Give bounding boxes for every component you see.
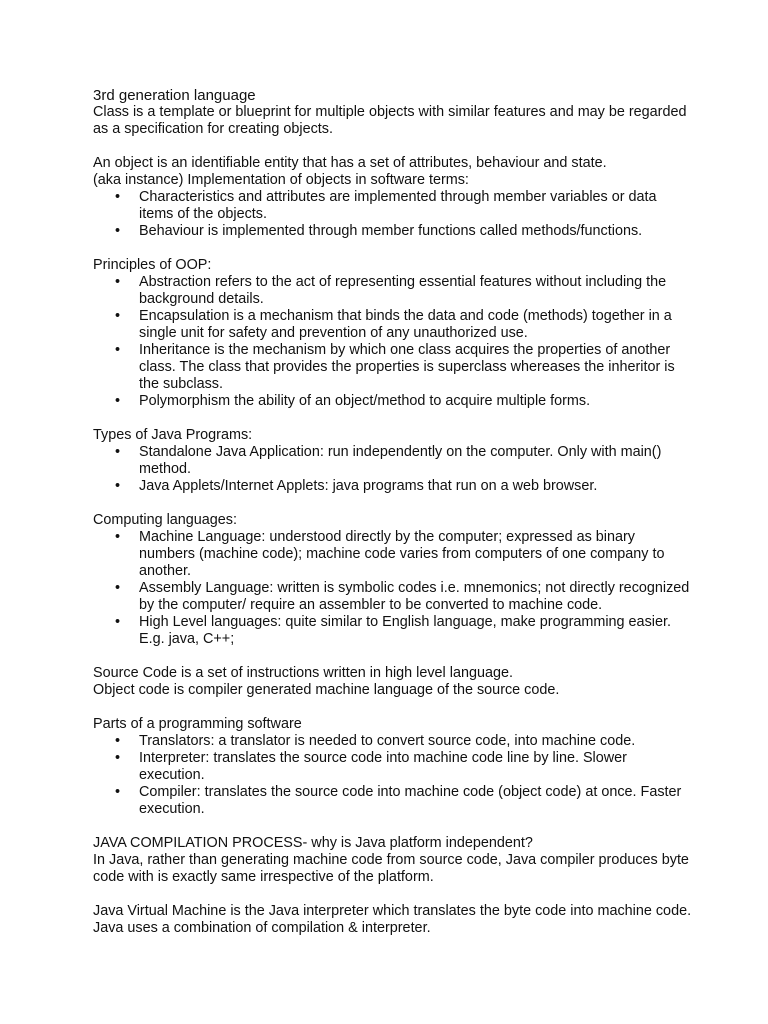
oop-bullet-list xyxy=(93,274,693,410)
spacer xyxy=(93,699,693,716)
parts-heading: Parts of a programming software xyxy=(93,716,302,732)
document-page xyxy=(93,87,693,937)
object-code-line: Object code is compiler generated machine language of the source code. xyxy=(93,682,560,698)
list-item: • Inheritance is the mechanism by which one class acquires the properties of another class. The class that provides the properties is superclass whereases the inheritor is the subclass. xyxy=(93,342,693,393)
spacer xyxy=(93,240,693,257)
list-item: • Translators: a translator is needed to convert source code, into machine code. xyxy=(93,733,693,750)
list-item: • Encapsulation is a mechanism that binds the data and code (methods) together in a single unit for safety and prevention of any unauthorized use. xyxy=(93,308,693,342)
list-item: • Compiler: translates the source code into machine code (object code) at once. Faster execution. xyxy=(93,784,693,818)
source-code-line: Source Code is a set of instructions written in high level language. xyxy=(93,665,513,681)
oop-heading: Principles of OOP: xyxy=(93,257,212,273)
computing-bullet-list xyxy=(93,529,693,648)
class-definition: Class is a template or blueprint for multiple objects with similar features and may be regarded as a specification for creating objects. xyxy=(93,104,687,137)
object-definition-line-1: An object is an identifiable entity that has a set of attributes, behaviour and state. xyxy=(93,155,607,171)
spacer xyxy=(93,138,693,155)
compilation-heading: JAVA COMPILATION PROCESS- why is Java platform independent? xyxy=(93,835,533,851)
list-item: • Java Applets/Internet Applets: java programs that run on a web browser. xyxy=(93,478,693,495)
spacer xyxy=(93,648,693,665)
list-item: • Behaviour is implemented through member functions called methods/functions. xyxy=(93,223,693,240)
list-item: • Standalone Java Application: run independently on the computer. Only with main() method. xyxy=(93,444,693,478)
java-programs-bullet-list xyxy=(93,444,693,495)
list-item: • Polymorphism the ability of an object/method to acquire multiple forms. xyxy=(93,393,693,410)
object-bullet-list xyxy=(93,189,693,240)
parts-bullet-list xyxy=(93,733,693,818)
object-definition-line-2: (aka instance) Implementation of objects in software terms: xyxy=(93,172,469,188)
list-item: • Characteristics and attributes are implemented through member variables or data items of the objects. xyxy=(93,189,693,223)
java-programs-heading: Types of Java Programs: xyxy=(93,427,253,443)
document-title: 3rd generation language xyxy=(93,87,256,104)
list-item: • Abstraction refers to the act of representing essential features without including the background details. xyxy=(93,274,693,308)
jvm-text: Java Virtual Machine is the Java interpreter which translates the byte code into machine code. Java uses a combination of compilation & interpreter. xyxy=(93,903,692,936)
spacer xyxy=(93,410,693,427)
list-item: • High Level languages: quite similar to English language, make programming easier. E.g. java, C++; xyxy=(93,614,693,648)
list-item: • Machine Language: understood directly by the computer; expressed as binary numbers (machine code); machine code varies from computers of one company to another. xyxy=(93,529,693,580)
list-item: • Interpreter: translates the source code into machine code line by line. Slower execution. xyxy=(93,750,693,784)
list-item: • Assembly Language: written is symbolic codes i.e. mnemonics; not directly recognized by the computer/ require an assembler to be converted to machine code. xyxy=(93,580,693,614)
spacer xyxy=(93,495,693,512)
spacer xyxy=(93,886,693,903)
computing-heading: Computing languages: xyxy=(93,512,238,528)
spacer xyxy=(93,818,693,835)
compilation-text: In Java, rather than generating machine code from source code, Java compiler produces byte code with is exactly same irrespective of the platform. xyxy=(93,852,689,885)
